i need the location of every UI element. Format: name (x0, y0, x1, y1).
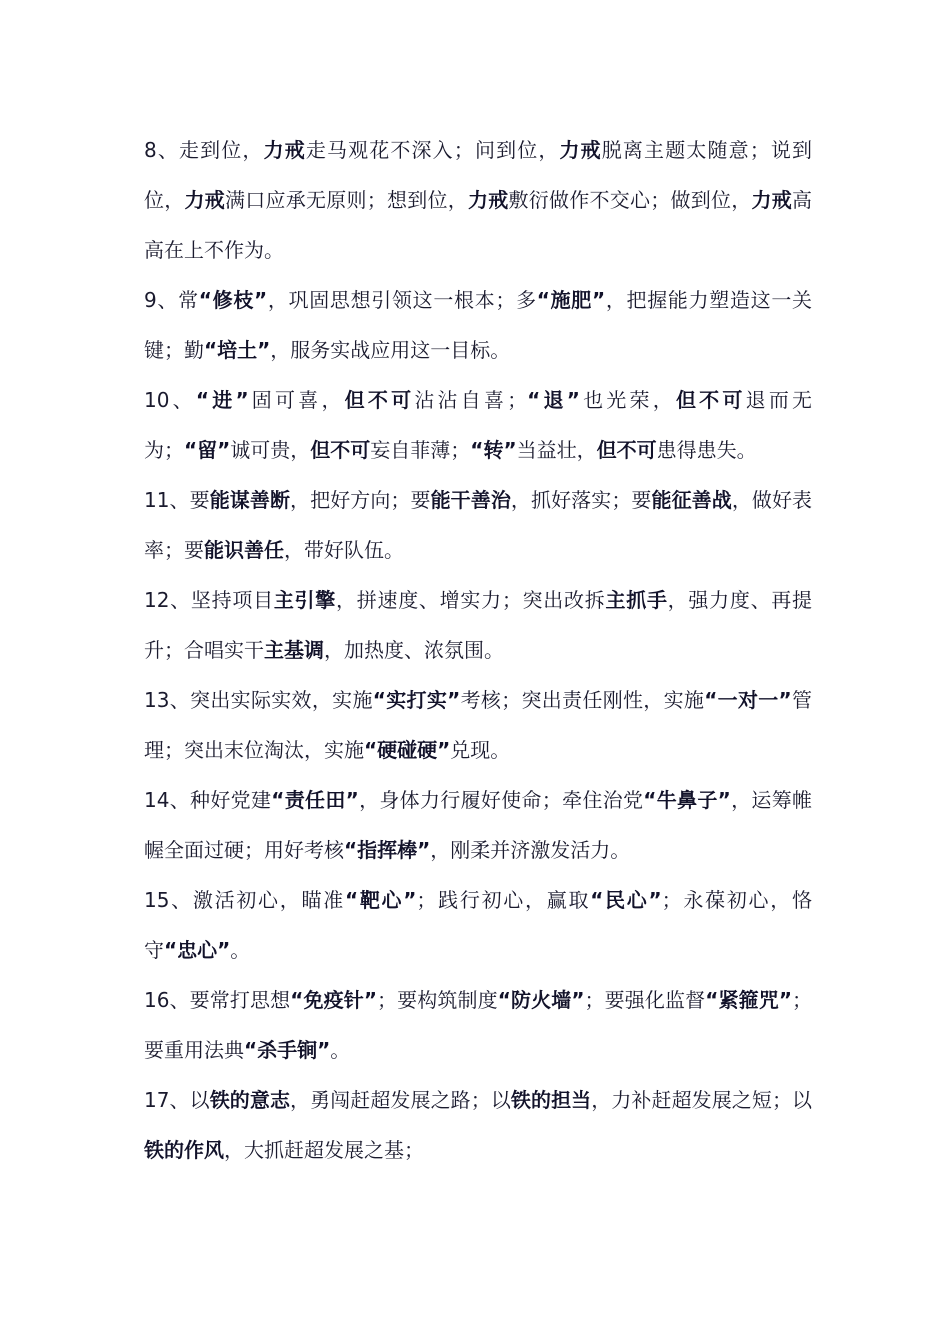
bold-phrase: “培土” (204, 338, 271, 362)
text-run: ，力补赶超发展之短；以 (591, 1088, 813, 1112)
bold-phrase: “责任田” (271, 788, 359, 812)
text-run: ，巩固思想引领这一根本；多 (267, 288, 537, 312)
text-run: 13、突出实际实效，实施 (144, 688, 373, 712)
text-run: 兑现。 (450, 738, 511, 762)
bold-phrase: 力戒 (263, 138, 306, 162)
bold-phrase: 主基调 (264, 638, 324, 662)
text-run: ，带好队伍。 (284, 538, 404, 562)
bold-phrase: “进” (195, 388, 249, 412)
text-run: 16、要常打思想 (144, 988, 291, 1012)
text-run: 14、种好党建 (144, 788, 272, 812)
text-run: 妄自菲薄； (370, 438, 471, 462)
bold-phrase: “一对一” (704, 688, 792, 712)
bold-phrase: “修枝” (198, 288, 268, 312)
bold-phrase: 主抓手 (605, 588, 668, 612)
text-run: 11、要 (144, 488, 210, 512)
text-run: 走马观花不深入；问到位， (305, 138, 560, 162)
text-run: ，强力度、再提升；合唱实干 (144, 588, 813, 662)
paragraph-item (144, 475, 812, 575)
text-run: ，抓好落实；要 (510, 488, 652, 512)
bold-phrase: 能谋善断 (209, 488, 291, 512)
bold-phrase: 力戒 (468, 188, 509, 212)
text-run: 沾沾自喜； (414, 388, 528, 412)
bold-phrase: 铁的意志 (209, 1088, 291, 1112)
bold-phrase: 能征善战 (651, 488, 732, 512)
bold-phrase: 力戒 (184, 188, 225, 212)
text-run: 诚可贵， (230, 438, 311, 462)
bold-phrase: “杀手锏” (244, 1038, 331, 1062)
bold-phrase: “转” (470, 438, 517, 462)
text-run: 满口应承无原则；想到位， (225, 188, 468, 212)
paragraph-item (144, 875, 812, 975)
paragraph-item (144, 275, 812, 375)
bold-phrase: “民心” (590, 888, 662, 912)
bold-phrase: 铁的担当 (510, 1088, 592, 1112)
text-run: 9、常 (144, 288, 199, 312)
bold-phrase: “忠心” (164, 938, 231, 962)
bold-phrase: “防火墙” (497, 988, 585, 1012)
bold-phrase: 但不可 (310, 438, 371, 462)
text-run: 10、 (144, 388, 196, 412)
paragraph-item (144, 775, 812, 875)
bold-phrase: “免疫针” (290, 988, 378, 1012)
paragraph-item (144, 975, 812, 1075)
text-run: 固可喜， (248, 388, 345, 412)
text-run: ，服务实战应用这一目标。 (270, 338, 511, 362)
bold-phrase: 力戒 (751, 188, 792, 212)
text-run: ；要构筑制度 (377, 988, 498, 1012)
paragraph-item (144, 675, 812, 775)
bold-phrase: “施肥” (536, 288, 606, 312)
text-run: 高高在上不作为。 (144, 188, 812, 262)
text-run: 15、激活初心，瞄准 (144, 888, 345, 912)
bold-phrase: 但不可 (344, 388, 415, 412)
bold-phrase: “牛鼻子” (643, 788, 731, 812)
text-run: 考核；突出责任刚性，实施 (460, 688, 705, 712)
text-run: ，刚柔并济激发活力。 (430, 838, 631, 862)
text-run: 当益壮， (516, 438, 597, 462)
text-run: ，大抓赶超发展之基； (224, 1138, 424, 1162)
text-run: ；要重用法典 (144, 988, 813, 1062)
text-run: ，运筹帷幄全面过硬；用好考核 (144, 788, 813, 862)
bold-phrase: “紧箍咒” (705, 988, 793, 1012)
bold-phrase: “实打实” (372, 688, 461, 712)
text-run: ；永葆初心，恪守 (144, 888, 813, 962)
text-run: ，拼速度、增实力；突出改拆 (336, 588, 606, 612)
bold-phrase: “靶心” (344, 888, 417, 912)
text-run: ，把握能力塑造这一关键；勤 (144, 288, 813, 362)
text-run: 也光荣， (579, 388, 676, 412)
paragraph-item (144, 575, 812, 675)
paragraph-item (144, 375, 812, 475)
bold-phrase: “硬碰硬” (364, 738, 451, 762)
text-run: ，做好表率；要 (144, 488, 813, 562)
text-run: 12、坚持项目 (144, 588, 274, 612)
text-run: ，加热度、浓氛围。 (324, 638, 504, 662)
text-run: 患得患失。 (656, 438, 757, 462)
text-run: 退而无为； (144, 388, 813, 462)
bold-phrase: “留” (184, 438, 231, 462)
text-run: 敷衍做作不交心；做到位， (508, 188, 752, 212)
paragraph-item (144, 125, 812, 275)
document-body (144, 125, 812, 1175)
bold-phrase: 铁的作风 (144, 1138, 224, 1162)
text-run: ；要强化监督 (584, 988, 706, 1012)
bold-phrase: 但不可 (596, 438, 657, 462)
text-run: 8、走到位， (144, 138, 264, 162)
bold-phrase: 但不可 (675, 388, 746, 412)
text-run: 。 (330, 1038, 351, 1062)
paragraph-item (144, 1075, 812, 1175)
bold-phrase: 力戒 (559, 138, 602, 162)
text-run: ，身体力行履好使命；牵住治党 (358, 788, 644, 812)
text-run: ，把好方向；要 (290, 488, 431, 512)
bold-phrase: 主引擎 (273, 588, 337, 612)
text-run: 管理；突出末位淘汰，实施 (144, 688, 813, 762)
bold-phrase: “退” (527, 388, 580, 412)
text-run: 脱离主题太随意；说到位， (144, 138, 813, 212)
text-run: 17、以 (144, 1088, 210, 1112)
bold-phrase: “指挥棒” (344, 838, 431, 862)
text-run: 。 (230, 938, 251, 962)
bold-phrase: 能干善治 (430, 488, 511, 512)
bold-phrase: 能识善任 (204, 538, 284, 562)
text-run: ，勇闯赶超发展之路；以 (290, 1088, 511, 1112)
text-run: ；践行初心，赢取 (416, 888, 591, 912)
